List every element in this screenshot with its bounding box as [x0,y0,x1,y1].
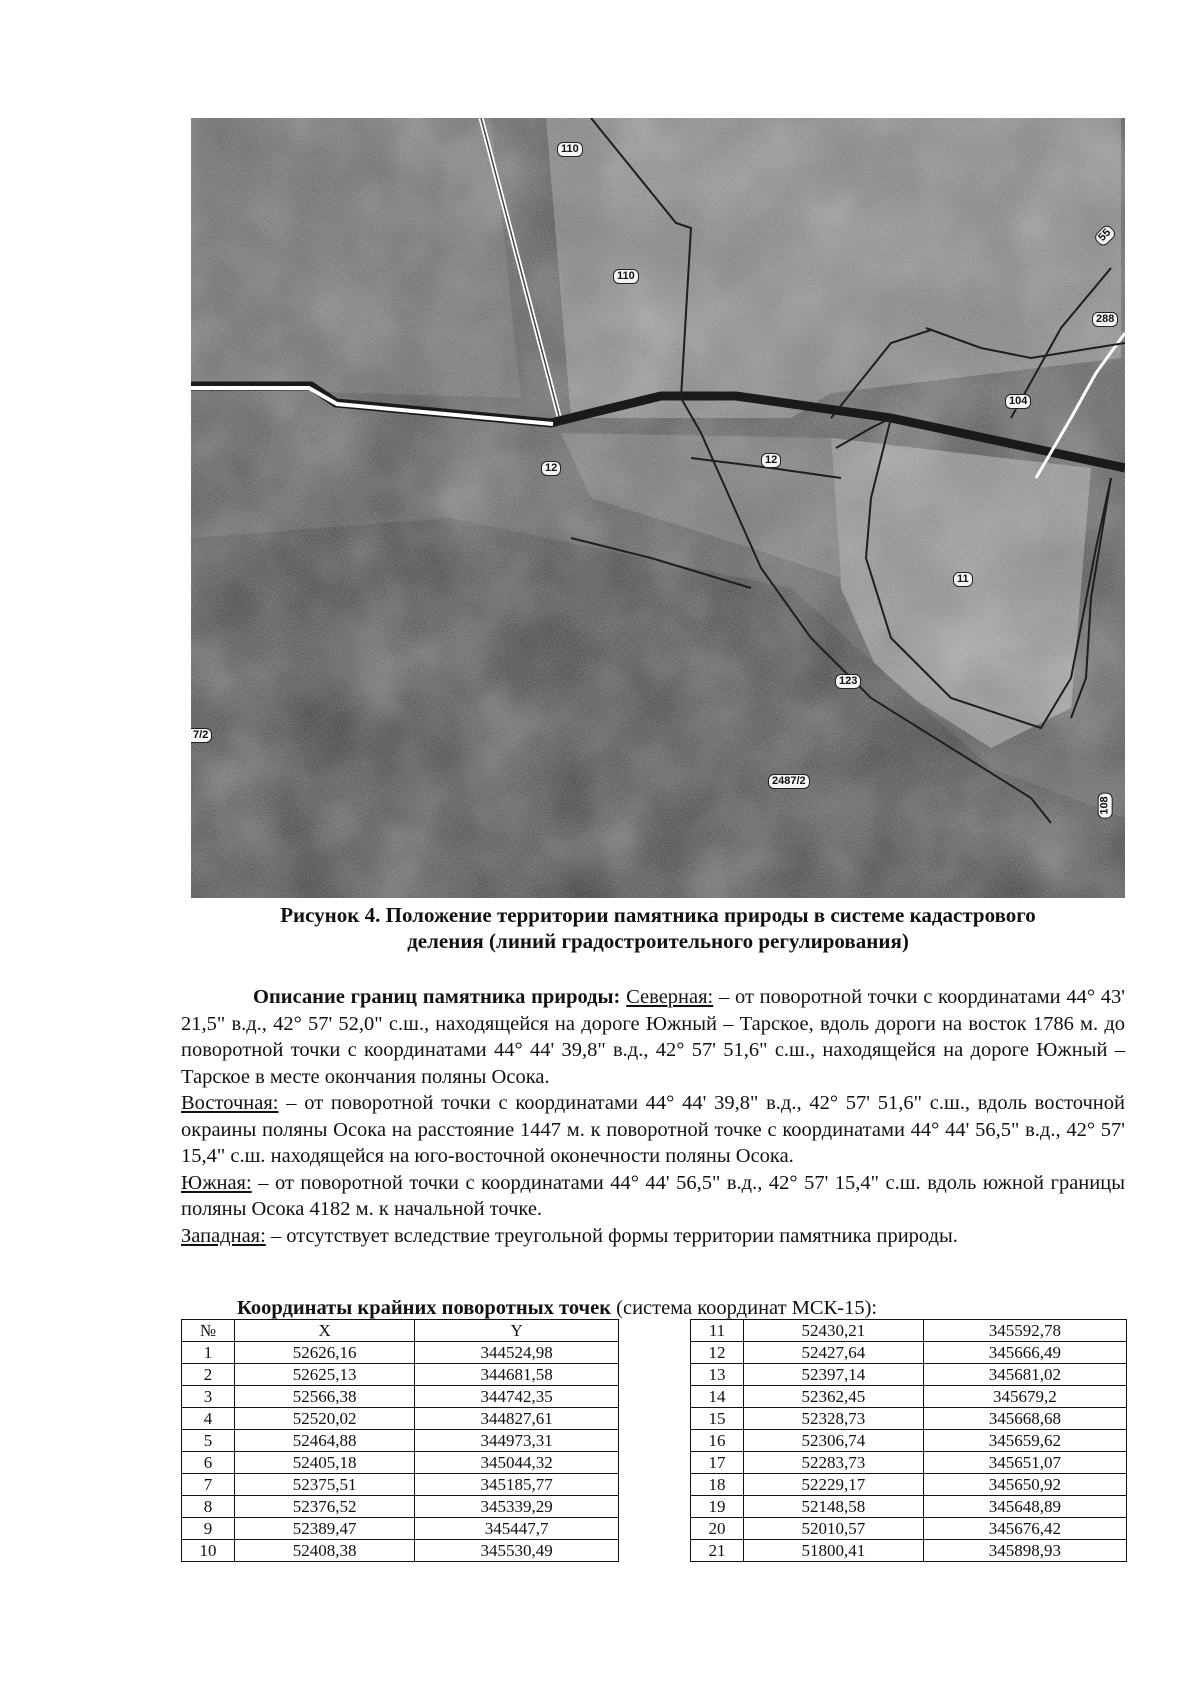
y-cell: 344742,35 [415,1386,619,1408]
point-number-cell: 3 [182,1386,235,1408]
y-cell: 345447,7 [415,1518,619,1540]
figure-caption-line: деления (линий градостроительного регулирования) [407,929,909,953]
point-number-cell: 12 [691,1342,744,1364]
table-row [691,1496,1127,1518]
table-row [691,1408,1127,1430]
y-header: Y [415,1320,619,1342]
parcel-label: 2487/2 [768,774,810,789]
point-number-cell: 10 [182,1540,235,1562]
north-boundary-paragraph [181,984,1125,1090]
point-number-cell: 15 [691,1408,744,1430]
x-cell: 52283,73 [744,1452,924,1474]
parcel-label: 12 [541,461,561,476]
x-cell: 52626,16 [235,1342,415,1364]
y-cell: 344973,31 [415,1430,619,1452]
parcel-label: 108 [1098,792,1113,818]
parcel-label: 110 [557,142,583,157]
y-cell: 345679,2 [923,1386,1126,1408]
point-number-cell: 8 [182,1496,235,1518]
y-cell: 345530,49 [415,1540,619,1562]
point-number-cell: 19 [691,1496,744,1518]
point-number-cell: 2 [182,1364,235,1386]
point-number-cell: 5 [182,1430,235,1452]
coordinates-title-rest: (система координат МСК-15): [611,1297,878,1319]
cadastral-map-image [191,118,1125,898]
west-boundary-text: – отсутствует вследствие треугольной формы территории памятника природы. [265,1224,958,1247]
table-row [691,1518,1127,1540]
map-drawing [191,118,1125,898]
x-cell: 52566,38 [235,1386,415,1408]
table-row [182,1386,619,1408]
east-boundary-paragraph [181,1090,1125,1170]
x-cell: 52430,21 [744,1320,924,1342]
y-cell: 345651,07 [923,1452,1126,1474]
point-number-cell: 7 [182,1474,235,1496]
parcel-label: 11 [953,572,973,587]
parcel-label: 110 [613,269,639,284]
point-number-cell: 18 [691,1474,744,1496]
x-cell: 52010,57 [744,1518,924,1540]
table-row [182,1452,619,1474]
south-boundary-label: Южная: [181,1171,252,1194]
south-boundary-text: – от поворотной точки с координатами 44° 44' 56,5" в.д., 42° 57' 15,4" с.ш. вдоль южной границы поляны Осока 4182 м. к начальной точке. [181,1171,1125,1220]
table-row [182,1408,619,1430]
x-cell: 52376,52 [235,1496,415,1518]
parcel-label: 7/2 [191,728,212,743]
table-row [691,1364,1127,1386]
y-cell: 344681,58 [415,1364,619,1386]
y-cell: 345659,62 [923,1430,1126,1452]
table-row [182,1540,619,1562]
x-cell: 52397,14 [744,1364,924,1386]
x-cell: 52229,17 [744,1474,924,1496]
x-cell: 52328,73 [744,1408,924,1430]
parcel-label: 12 [761,453,781,468]
point-number-cell: 9 [182,1518,235,1540]
figure-caption [191,902,1125,954]
coordinates-table-right [690,1319,1127,1562]
x-cell: 52405,18 [235,1452,415,1474]
y-cell: 345681,02 [923,1364,1126,1386]
point-number-cell: 11 [691,1320,744,1342]
table-row [182,1364,619,1386]
boundary-description [181,984,1125,1249]
y-cell: 345185,77 [415,1474,619,1496]
parcel-label: 288 [1092,312,1118,327]
point-number-cell: 16 [691,1430,744,1452]
point-number-cell: 17 [691,1452,744,1474]
table-row [182,1474,619,1496]
x-cell: 52148,58 [744,1496,924,1518]
table-header-row [182,1320,619,1342]
north-boundary-label: Северная: [626,986,714,1008]
point-number-cell: 13 [691,1364,744,1386]
table-row [691,1430,1127,1452]
x-header: X [235,1320,415,1342]
table-row [691,1342,1127,1364]
point-number-cell: 14 [691,1386,744,1408]
x-cell: 52375,51 [235,1474,415,1496]
y-cell: 344524,98 [415,1342,619,1364]
parcel-label: 123 [835,674,861,689]
point-number-cell: 1 [182,1342,235,1364]
x-cell: 52520,02 [235,1408,415,1430]
point-number-cell: 6 [182,1452,235,1474]
y-cell: 345044,32 [415,1452,619,1474]
y-cell: 345648,89 [923,1496,1126,1518]
point-number-header: № [182,1320,235,1342]
y-cell: 345668,68 [923,1408,1126,1430]
east-boundary-text: – от поворотной точки с координатами 44° 44' 39,8" в.д., 42° 57' 51,6" с.ш., вдоль восточной окраины поляны Осока на расстояние 1447 м. к поворотной точке с координатами 44° 44' 56,5" в.д., 42° 57' 15,4" с.ш. находящейся на юго-восточной оконечности поляны Осока. [181,1092,1125,1167]
table-row [691,1540,1127,1562]
y-cell: 345650,92 [923,1474,1126,1496]
y-cell: 345676,42 [923,1518,1126,1540]
table-row [182,1518,619,1540]
x-cell: 52464,88 [235,1430,415,1452]
y-cell: 345592,78 [923,1320,1126,1342]
parcel-label: 55 [1093,223,1118,248]
table-row [691,1386,1127,1408]
point-number-cell: 4 [182,1408,235,1430]
table-row [691,1474,1127,1496]
west-boundary-paragraph [181,1223,1125,1250]
x-cell: 51800,41 [744,1540,924,1562]
south-boundary-paragraph [181,1170,1125,1223]
y-cell: 344827,61 [415,1408,619,1430]
table-row [182,1342,619,1364]
coordinates-table-left [181,1319,619,1562]
east-boundary-label: Восточная: [181,1092,279,1114]
point-number-cell: 20 [691,1518,744,1540]
coordinates-title-bold: Координаты крайних поворотных точек [237,1297,612,1319]
figure-caption-line: Рисунок 4. Положение территории памятника природы в системе кадастрового [280,903,1036,927]
x-cell: 52625,13 [235,1364,415,1386]
parcel-label: 104 [1005,394,1031,409]
point-number-cell: 21 [691,1540,744,1562]
x-cell: 52306,74 [744,1430,924,1452]
x-cell: 52427,64 [744,1342,924,1364]
table-row [182,1496,619,1518]
table-row [182,1430,619,1452]
west-boundary-label: Западная: [181,1224,266,1247]
y-cell: 345898,93 [923,1540,1126,1562]
table-row [691,1452,1127,1474]
table-row [691,1320,1127,1342]
coordinates-title [237,1296,877,1320]
description-heading: Описание границ памятника природы: [253,986,621,1008]
y-cell: 345666,49 [923,1342,1126,1364]
x-cell: 52362,45 [744,1386,924,1408]
x-cell: 52408,38 [235,1540,415,1562]
north-boundary-text: – от поворотной точки с координатами 44° 43' 21,5" в.д., 42° 57' 52,0" с.ш., находящейся на дороге Южный – Тарское, вдоль дороги на восток 1786 м. до поворотной точки с координатами 44° 44' 39,8" в.д., 42° 57' 51,6" с.ш., находящейся на дороге Южный – Тарское в месте окончания поляны Осока. [181,986,1126,1088]
y-cell: 345339,29 [415,1496,619,1518]
x-cell: 52389,47 [235,1518,415,1540]
